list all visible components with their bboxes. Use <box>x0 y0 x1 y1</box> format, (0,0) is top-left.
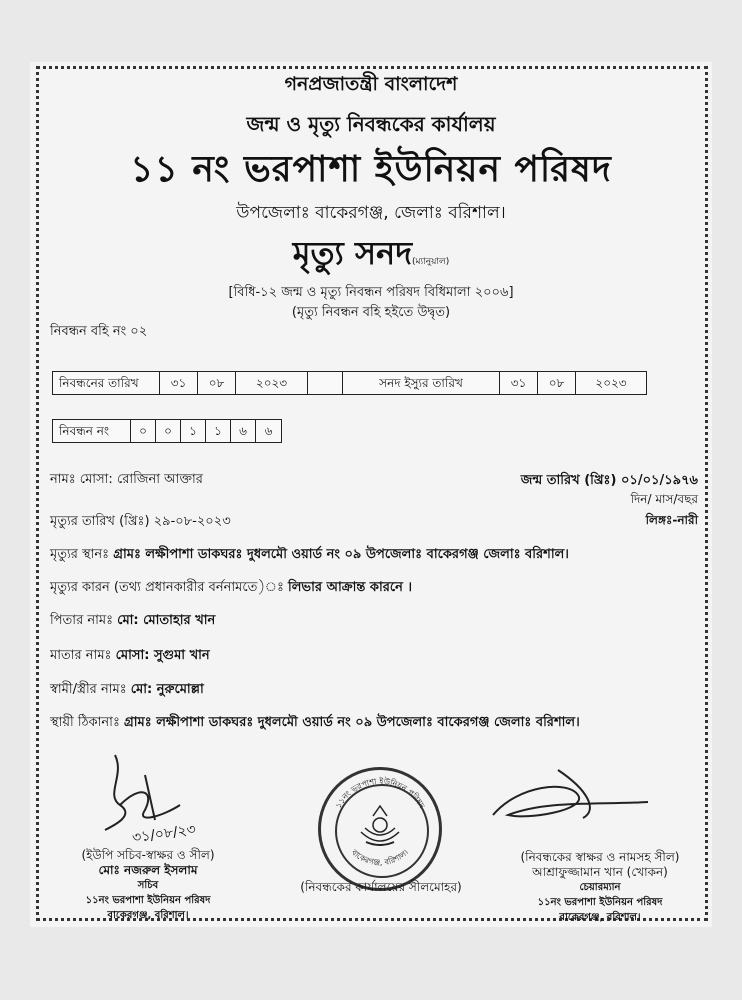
registrar-place: বাকেরগঞ্জ, বরিশাল। <box>559 912 641 923</box>
reg-date-label: নিবন্ধনের তারিখ <box>53 372 160 394</box>
issue-month: ০৮ <box>538 372 576 394</box>
father-name: মো: মোতাহার খান <box>117 613 216 628</box>
mother-row <box>50 646 210 667</box>
secretary-place: বাকেরগঞ্জ, বরিশাল। <box>107 910 189 921</box>
spouse-row <box>50 680 204 701</box>
header-union: ১১ নং ভরপাশা ইউনিয়ন পরিষদ <box>130 149 612 190</box>
reg-digit: ৬ <box>264 424 273 438</box>
death-cause-row <box>50 578 412 599</box>
father-label: পিতার নামঃ <box>50 613 114 628</box>
reg-day: ৩১ <box>160 372 198 394</box>
secretary-org: ১১নং ভরপাশা ইউনিয়ন পরিষদ <box>85 895 211 906</box>
secretary-sign-date: ৩১/০৮/২৩ <box>131 821 197 847</box>
reg-number-label: নিবন্ধন নং <box>53 420 131 442</box>
mother-label: মাতার নামঃ <box>50 648 112 663</box>
reg-month: ০৮ <box>198 372 236 394</box>
register-book: নিবন্ধন বহি নং ০২ <box>50 324 148 339</box>
reg-digit: ১ <box>181 420 206 442</box>
registrar-signature <box>488 760 668 830</box>
reg-number-row <box>52 419 282 443</box>
permanent-address: গ্রামঃ লক্ষীপাশা ডাকঘরঃ দুধলমৌ ওয়ার্ড নং ০৯ উপজেলাঃ বাকেরগঞ্জ জেলাঃ বরিশাল। <box>124 715 580 730</box>
spouse-name: মো: নুরুমোল্লা <box>130 682 204 697</box>
death-cause-label: মৃত্যুর কারন (তথ্য প্রধানকারীর বর্ননামতে)ঃ <box>50 580 284 595</box>
svg-text:বাকেরগঞ্জ, বরিশাল। <box>349 847 410 867</box>
gender: লিঙ্গঃ-নারী <box>645 513 698 527</box>
deceased-name: নামঃ মোসা: রোজিনা আক্তার <box>50 472 203 487</box>
rule-reference: [বিধি-১২ জন্ম ও মৃত্যু নিবন্ধন পরিষদ বিধিমালা ২০০৬] <box>228 285 514 300</box>
certificate-title: মৃত্যু সনদ(ম্যানুয়াল) <box>292 234 450 272</box>
date-of-birth: জন্ম তারিখ (খ্রিঃ) ০১/০১/১৯৭৬ <box>520 473 698 488</box>
secretary-block <box>58 848 238 923</box>
spouse-label: স্বামী/স্ত্রীর নামঃ <box>50 682 127 697</box>
dates-row <box>52 371 647 395</box>
seal-emblem <box>321 770 439 888</box>
mother-name: মোসা: সুগুমা খান <box>115 648 210 663</box>
issue-day: ৩১ <box>500 372 538 394</box>
father-row <box>50 611 215 632</box>
reg-digit: ৬ <box>231 420 256 442</box>
issue-year: ২০২৩ <box>595 376 627 390</box>
source-note: (মৃত্যু নিবন্ধন বহি হইতে উদ্বৃত) <box>291 305 451 320</box>
registrar-name: আশ্রাফুজ্জামান খান (খোকন) <box>532 865 668 879</box>
dob-format: দিন/ মাস/বছর <box>630 492 698 506</box>
registrar-org: ১১নং ভরপাশা ইউনিয়ন পরিষদ <box>537 897 663 908</box>
header-office: জন্ম ও মৃত্যু নিবন্ধকের কার্যালয় <box>246 112 496 136</box>
address-row <box>50 713 580 734</box>
address-label: স্থায়ী ঠিকানাঃ <box>50 715 120 730</box>
date-of-death: মৃত্যুর তারিখ (খ্রিঃ) ২৯-০৮-২০২৩ <box>50 514 231 529</box>
reg-digit: ১ <box>206 420 231 442</box>
header-location: উপজেলাঃ বাকেরগঞ্জ, জেলাঃ বরিশাল। <box>236 203 506 223</box>
dates-gap <box>308 372 343 394</box>
death-place-row <box>50 545 569 566</box>
issue-date-label: সনদ ইস্যুর তারিখ <box>343 372 500 394</box>
seal-caption: (নিবন্ধকের কার্যালয়ের সীলমোহর) <box>300 880 462 894</box>
seal-bottom-text: বাকেরগঞ্জ, বরিশাল। <box>349 847 411 868</box>
registrar-caption: (নিবন্ধকের স্বাক্ষর ও নামসহ সীল) <box>520 850 680 864</box>
reg-year: ২০২৩ <box>236 372 308 394</box>
office-seal <box>318 767 442 891</box>
title-note: (ম্যানুয়াল) <box>412 257 450 267</box>
header-country: গনপ্রজাতন্ত্রী বাংলাদেশ <box>284 73 458 95</box>
secretary-title: সচিব <box>137 880 159 891</box>
registrar-block <box>495 850 705 925</box>
secretary-caption: (ইউপি সচিব-স্বাক্ষর ও সীল) <box>81 848 215 862</box>
registrar-title: চেয়ারম্যান <box>579 882 621 893</box>
death-place-label: মৃত্যুর স্থানঃ <box>50 547 110 562</box>
reg-digit: ০ <box>156 420 181 442</box>
death-place: গ্রামঃ লক্ষীপাশা ডাকঘরঃ দুধলমৌ ওয়ার্ড নং ০৯ উপজেলাঃ বাকেরগঞ্জ জেলাঃ বরিশাল। <box>113 547 569 562</box>
secretary-name: মোঃ নজরুল ইসলাম <box>98 863 198 877</box>
death-cause: লিভার আক্রান্ত কারনে । <box>288 580 413 595</box>
reg-digit: ০ <box>131 420 156 442</box>
seal-top-text: ১১নং ভরপাশা ইউনিয়ন পরিষদ <box>333 776 427 810</box>
